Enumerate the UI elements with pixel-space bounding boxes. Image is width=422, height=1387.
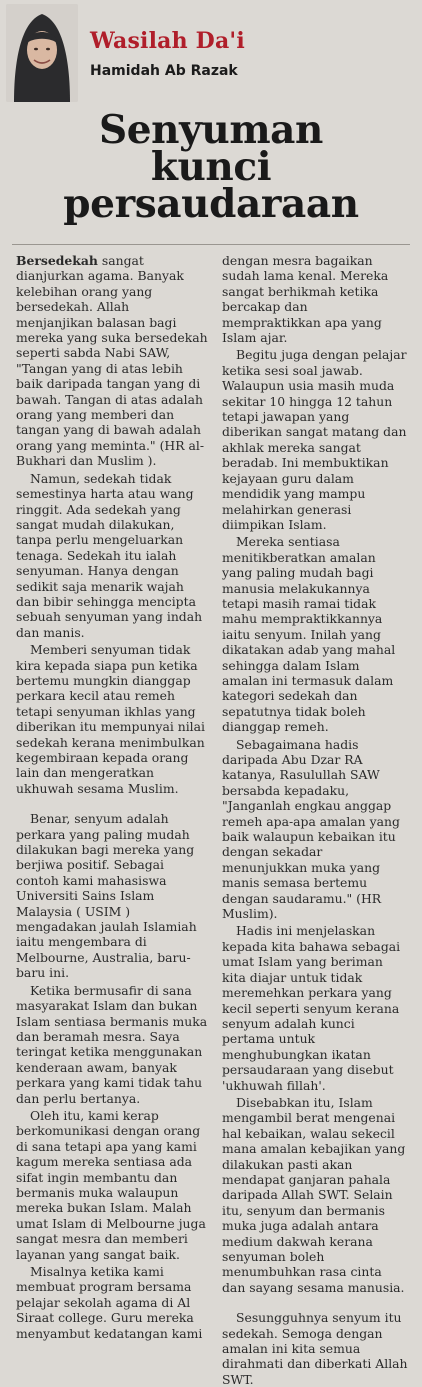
paragraph: Ketika bermusafir di sana masyarakat Islam dan bukan Islam sentiasa bermanis muka dan beramah mesra. Saya teringat ketika menggunakan kenderaan awam, banyak perkara yang kami tidak tahu dan perlu bertanya. [16,982,208,1106]
article-column-right [222,253,408,1387]
lead-word: Bersedekah [16,253,98,268]
paragraph: dengan mesra bagaikan sudah lama kenal. Mereka sangat berhikmah ketika bercakap dan mempraktikkan apa yang Islam ajar. [222,253,389,346]
headline-line-1: Senyuman [98,107,324,153]
paragraph: Begitu juga dengan pelajar ketika sesi soal jawab. Walaupun usia masih muda sekitar 10 hingga 12 tahun tetapi jawapan yang diberikan sangat matang dan akhlak mereka sangat beradab. Ini membuktikan kejayaan guru dalam mendidik yang mampu melahirkan generasi diimpikan Islam. [222,347,407,532]
paragraph-text: sangat dianjurkan agama. Banyak kelebihan orang yang bersedekah. Allah menjanjikan balasan bagi mereka yang suka bersedekah seperti sabda Nabi SAW, "Tangan yang di atas lebih baik daripada tangan yang di bawah. Tangan di atas adalah orang yang memberi dan tangan yang di bawah adalah orang yang meminta." (HR al-Bukhari dan Muslim ). [16,253,208,469]
paragraph: Disebabkan itu, Islam mengambil berat mengenai hal kebaikan, walau sekecil mana amalan kebajikan yang dilakukan pasti akan mendapat ganjaran pahala daripada Allah SWT. Selain itu, senyum dan bermanis muka juga adalah antara medium dakwah kerana senyuman boleh menumbuhkan rasa cinta dan sayang sesama manusia. [222,1094,406,1295]
paragraph: Sesungguhnya senyum itu sedekah. Semoga dengan amalan ini kita semua dirahmati dan diberkati Allah SWT. [222,1310,408,1387]
divider-top [12,244,410,245]
column-header [0,0,422,105]
paragraph: Namun, sedekah tidak semestinya harta atau wang ringgit. Ada sedekah yang sangat mudah dilakukan, tanpa perlu mengeluarkan tenaga. Sedekah itu ialah senyuman. Hanya dengan sedikit saja menarik wajah dan bibir sehingga mencipta sebuah senyuman yang indah dan manis. [16,470,203,640]
headline-line-3: persaudaraan [63,181,359,227]
author-photo [6,4,78,102]
column-name: Wasilah Da'i [90,28,245,54]
paragraph: Oleh itu, kami kerap berkomunikasi dengan orang di sana tetapi apa yang kami kagum mereka sentiasa ada sifat ingin membantu dan bermanis muka walaupun mereka bukan Islam. Malah umat Islam di Melbourne juga sangat mesra dan memberi layanan yang sangat baik. [16,1107,206,1262]
paragraph: Mereka sentiasa menitikberatkan amalan yang paling mudah bagi manusia melakukannya tetapi masih ramai tidak mahu mempraktikkannya iaitu senyum. Inilah yang dikatakan adab yang mahal sehingga dalam Islam amalan ini termasuk dalam kategori sedekah dan sepatutnya tidak boleh dianggap remeh. [222,534,396,735]
author-name: Hamidah Ab Razak [90,63,238,79]
headline-line-2: kunci [150,144,272,190]
author-portrait-icon [6,4,78,102]
paragraph: Hadis ini menjelaskan kepada kita bahawa sebagai umat Islam yang beriman kita diajar untuk tidak meremehkan perkara yang kecil seperti senyum kerana senyum adalah kunci pertama untuk menghubungkan ikatan persaudaraan yang disebut 'ukhuwah fillah'. [222,923,401,1093]
headline [0,107,422,227]
paragraph: Memberi senyuman tidak kira kepada siapa pun ketika bertemu mungkin dianggap perkara kecil atau remeh tetapi senyuman ikhlas yang diberikan itu mempunyai nilai sedekah kerana menimbulkan kegembiraan kepada orang lain dan mengeratkan ukhuwah sesama Muslim. [16,642,205,796]
paragraph: Misalnya ketika kami membuat program bersama pelajar sekolah agama di Al Siraat college. Guru mereka menyambut kedatangan kami [16,1264,203,1341]
article-column-left [16,253,210,1341]
paragraph [16,253,210,469]
paragraph: Benar, senyum adalah perkara yang paling mudah dilakukan bagi mereka yang berjiwa positif. Sebagai contoh kami mahasiswa Universiti Sains Islam Malaysia ( USIM ) mengadakan jaulah Islamiah iaitu mengembara di Melbourne, Australia, baru-baru ini. [16,811,197,981]
paragraph: Sebagaimana hadis daripada Abu Dzar RA katanya, Rasulullah SAW bersabda kepadaku, "Janganlah engkau anggap remeh apa-apa amalan yang baik walaupun kebaikan itu dengan sekadar menunjukkan muka yang manis semasa bertemu dengan saudaramu." (HR Muslim). [222,736,400,922]
